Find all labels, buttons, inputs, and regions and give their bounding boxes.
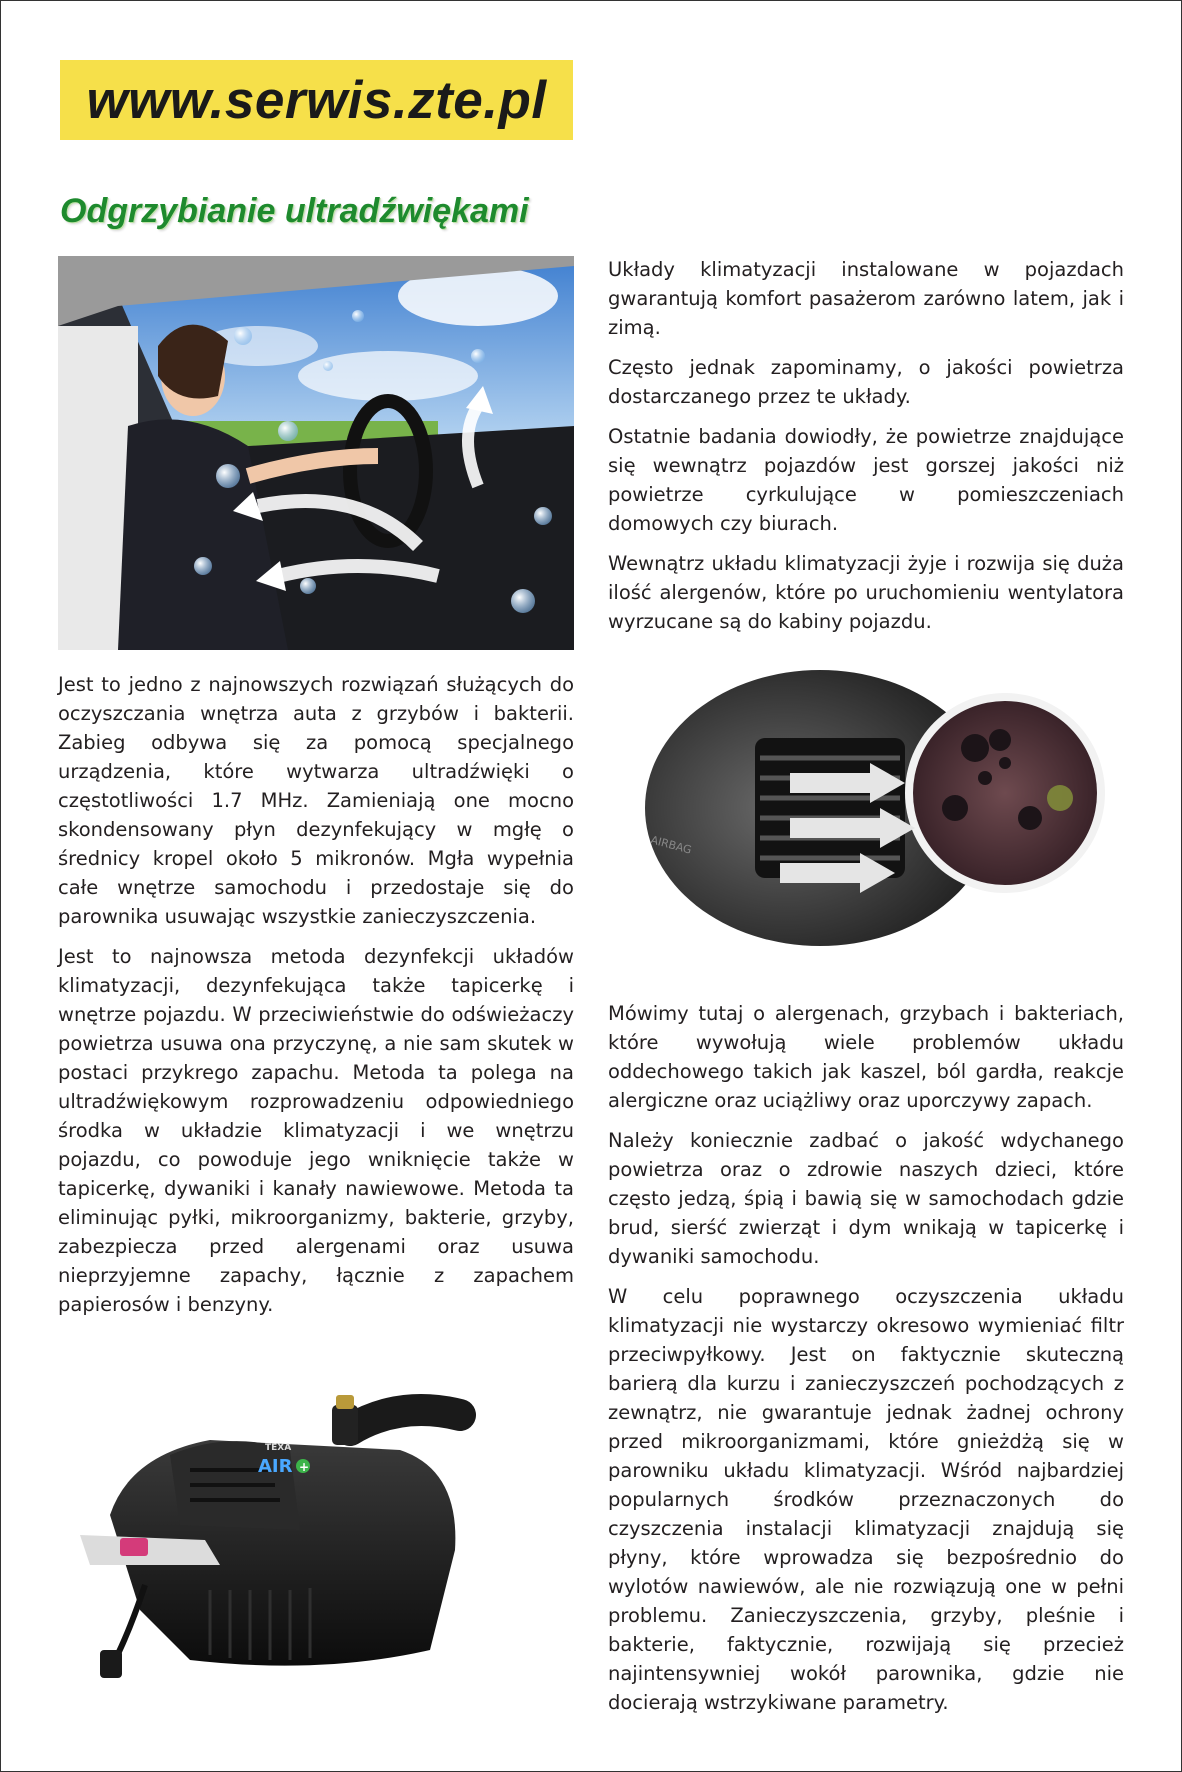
allergens-text-column	[608, 999, 1124, 1728]
intro-text-column	[608, 255, 1124, 647]
article-heading: Odgrzybianie ultradźwiękami	[60, 192, 529, 230]
svg-text:+: +	[299, 1460, 310, 1474]
ultrasonic-device-image	[70, 1360, 480, 1680]
paragraph: Jest to jedno z najnowszych rozwiązań służących do oczyszczania wnętrza auta z grzybów i bakterii. Zabieg odbywa się za pomocą specjalnego urządzenia, które wytwarza ultradźwięki o częstotliwości 1.7 MHz. Zamieniają one mocno skondensowany płyn dezynfekujący w mgłę o średnicy kropel około 5 mikronów. Mgła wypełnia całe wnętrze samochodu i przedostaje się do parownika usuwając wszystkie zanieczyszczenia.	[58, 673, 574, 928]
device-model-label: AIR	[258, 1456, 293, 1477]
method-text-column	[58, 670, 574, 1330]
paragraph: Układy klimatyzacji instalowane w pojazdach gwarantują komfort pasażerom zarówno latem, jak i zimą.	[608, 258, 1124, 339]
paragraph: Często jednak zapominamy, o jakości powietrza dostarczanego przez te układy.	[608, 356, 1124, 408]
air-vent-bacteria-image	[640, 668, 1120, 948]
paragraph: Mówimy tutaj o alergenach, grzybach i bakteriach, które wywołują wiele problemów układu oddechowego takich jak kaszel, ból gardła, reakcje alergiczne oraz uciążliwy oraz uporczywy zapach.	[608, 1002, 1124, 1112]
airbag-label: AIRBAG	[649, 833, 693, 857]
paragraph: Ostatnie badania dowiodły, że powietrze znajdujące się wewnątrz pojazdów jest gorszej jakości niż powietrze cyrkulujące w pomieszczeniach domowych czy biurach.	[608, 425, 1124, 535]
paragraph: W celu poprawnego oczyszczenia układu klimatyzacji nie wystarczy okresowo wymieniać filtr przeciwpyłkowy. Jest on faktycznie skuteczną barierą dla kurzu i zanieczyszczeń pochodzących z zewnątrz, nie gwarantuje jednak żadnej ochrony przed mikroorganizmami, które gnieżdżą się w parowniku układu klimatyzacji. Wśród najbardziej popularnych środków przeznaczonych do czyszczenia instalacji klimatyzacji znajdują się płyny, które wprowadza się bezpośrednio do wylotów nawiewów, ale nie rozwiązują one w pełni problemu. Zanieczyszczenia, grzyby, pleśnie i bakterie, faktycznie, rozwijają się przecież najintensywniej wokół parownika, gdzie nie docierają wstrzykiwane parametry.	[608, 1285, 1124, 1714]
paragraph: Jest to najnowsza metoda dezynfekcji układów klimatyzacji, dezynfekująca także tapicerkę i wnętrze pojazdu. W przeciwieństwie do odświeżaczy powietrza usuwa ona przyczynę, a nie sam skutek w postaci przykrego zapachu. Metoda ta polega na ultradźwiękowym rozprowadzeniu odpowiedniego środka w układzie klimatyzacji i we wnętrzu pojazdu, co powoduje jego wniknięcie także w tapicerkę, dywaniki i kanały nawiewowe. Metoda ta eliminując pyłki, mikroorganizmy, bakterie, grzyby, zabezpiecza przed alergenami oraz usuwa nieprzyjemne zapachy, łącznie z zapachem papierosów i benzyny.	[58, 945, 574, 1316]
car-interior-image	[58, 256, 574, 650]
device-brand-label: TEXA	[265, 1443, 292, 1453]
website-url: www.serwis.zte.pl	[86, 70, 547, 130]
paragraph: Należy koniecznie zadbać o jakość wdychanego powietrza oraz o zdrowie naszych dzieci, które często jedzą, śpią i bawią się w samochodach gdzie brud, sierść zwierząt i dym wnikają w tapicerkę i dywaniki samochodu.	[608, 1129, 1124, 1268]
paragraph: Wewnątrz układu klimatyzacji żyje i rozwija się duża ilość alergenów, które po uruchomieniu wentylatora wyrzucane są do kabiny pojazdu.	[608, 552, 1124, 633]
website-banner	[60, 60, 573, 140]
